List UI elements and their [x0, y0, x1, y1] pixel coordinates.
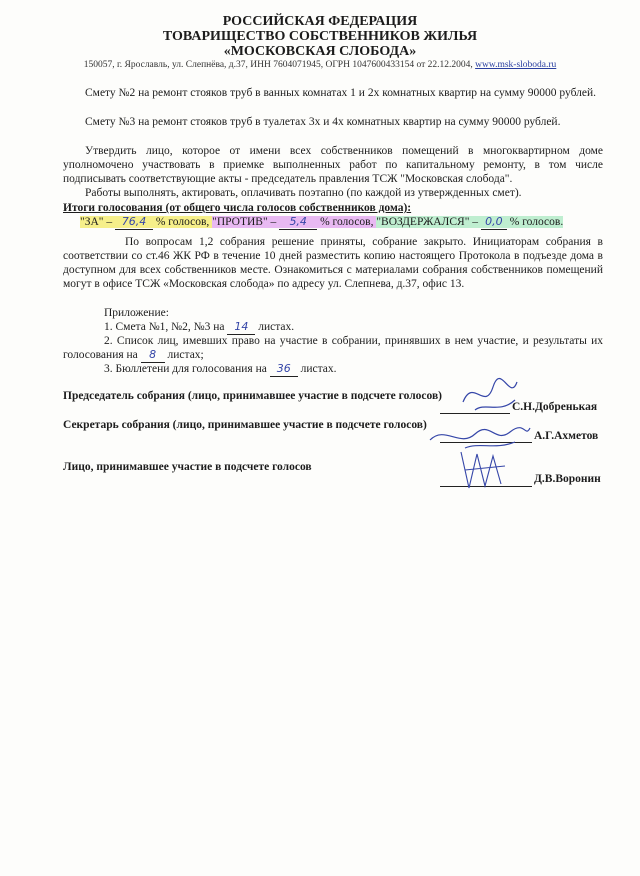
counter-label: Лицо, принимавшее участие в подсчете голосов [63, 461, 312, 473]
header-country: РОССИЙСКАЯ ФЕДЕРАЦИЯ [222, 14, 418, 29]
appendix-item-1 [104, 320, 584, 335]
appendix-title: Приложение: [104, 307, 169, 319]
paragraph-works: Работы выполнять, актировать, оплачивать поэтапно (по каждой из утвержденных смет). [85, 187, 522, 199]
chair-name: С.Н.Добренькая [512, 401, 598, 413]
vote-protiv [212, 216, 376, 228]
chair-signature [455, 372, 525, 420]
vote-za-value: 76,4 [115, 215, 153, 230]
vote-protiv-suffix: % голосов, [317, 216, 377, 228]
appendix-1-count: 14 [227, 320, 255, 335]
paragraph-estimate-3: Смету №3 на ремонт стояков труб в туалетах 3х и 4х комнатных квартир на сумму 90000 рублей. [85, 116, 561, 128]
paragraph-estimate-2: Смету №2 на ремонт стояков труб в ванных комнатах 1 и 2х комнатных квартир на сумму 90000 рублей. [85, 87, 597, 99]
website-link[interactable]: www.msk-sloboda.ru [475, 60, 557, 70]
appendix-1-suffix: листах. [255, 321, 295, 333]
counter-name: Д.В.Воронин [534, 473, 601, 485]
appendix-2-suffix: листах; [164, 349, 204, 361]
address-text: 150057, г. Ярославль, ул. Слепнёва, д.37, ИНН 7604071945, ОГРН 1047600433154 от 22.12.2004, [83, 60, 476, 70]
vote-protiv-label: "ПРОТИВ" – [212, 216, 280, 228]
paragraph-authorized-person: Утвердить лицо, которое от имени всех собственников помещений в многоквартирном доме уполномочено участвовать в приемке выполненных работ по капитальному ремонту, в том числе подписывать соответствующие акты - председатель правления ТСЖ "Московская слобода". [63, 145, 603, 185]
vote-protiv-value: 5,4 [279, 215, 317, 230]
header-name: «МОСКОВСКАЯ СЛОБОДА» [223, 44, 417, 59]
appendix-2-text: 2. Список лиц, имевших право на участие в собрании, принявших в нем участие, и результаты их голосования на [63, 335, 603, 361]
vote-vozd-value: 0,0 [481, 215, 507, 230]
results-title: Итоги голосования (от общего числа голосов собственников дома): [63, 202, 412, 214]
vote-vozd-label: "ВОЗДЕРЖАЛСЯ" – [376, 216, 481, 228]
secretary-label: Секретарь собрания (лицо, принимавшее участие в подсчете голосов) [63, 419, 427, 431]
counter-signature [455, 448, 515, 492]
secretary-name: А.Г.Ахметов [534, 430, 599, 442]
appendix-1-text: 1. Смета №1, №2, №3 на [104, 321, 228, 333]
appendix-3-count: 36 [270, 362, 298, 377]
appendix-3-suffix: листах. [297, 363, 337, 375]
chair-label: Председатель собрания (лицо, принимавшее участие в подсчете голосов) [63, 390, 443, 402]
vote-za-label: "ЗА" – [80, 216, 115, 228]
vote-za [80, 216, 212, 228]
header-organization: ТОВАРИЩЕСТВО СОБСТВЕННИКОВ ЖИЛЬЯ [162, 29, 478, 44]
appendix-2-count: 8 [141, 348, 165, 363]
vote-vozd-suffix: % голосов. [506, 216, 564, 228]
header-address [0, 60, 640, 70]
vote-results [80, 215, 620, 230]
paragraph-decision: По вопросам 1,2 собрания решение приняты, собрание закрыто. Инициаторам собрания в соответствии со ст.46 ЖК РФ в течение 10 дней разместить копию настоящего Протокола в подъезде дома в доступном для всех собственников месте. Ознакомиться с материалами собрания собственников помещений могут в офисе ТСЖ «Московская слобода» по адресу ул. Слепнева, д.37, офис 13. [63, 236, 603, 290]
vote-vozd [376, 216, 563, 228]
appendix-3-text: 3. Бюллетени для голосования на [104, 363, 270, 375]
vote-za-suffix: % голосов, [152, 216, 213, 228]
appendix-item-2 [63, 334, 603, 363]
